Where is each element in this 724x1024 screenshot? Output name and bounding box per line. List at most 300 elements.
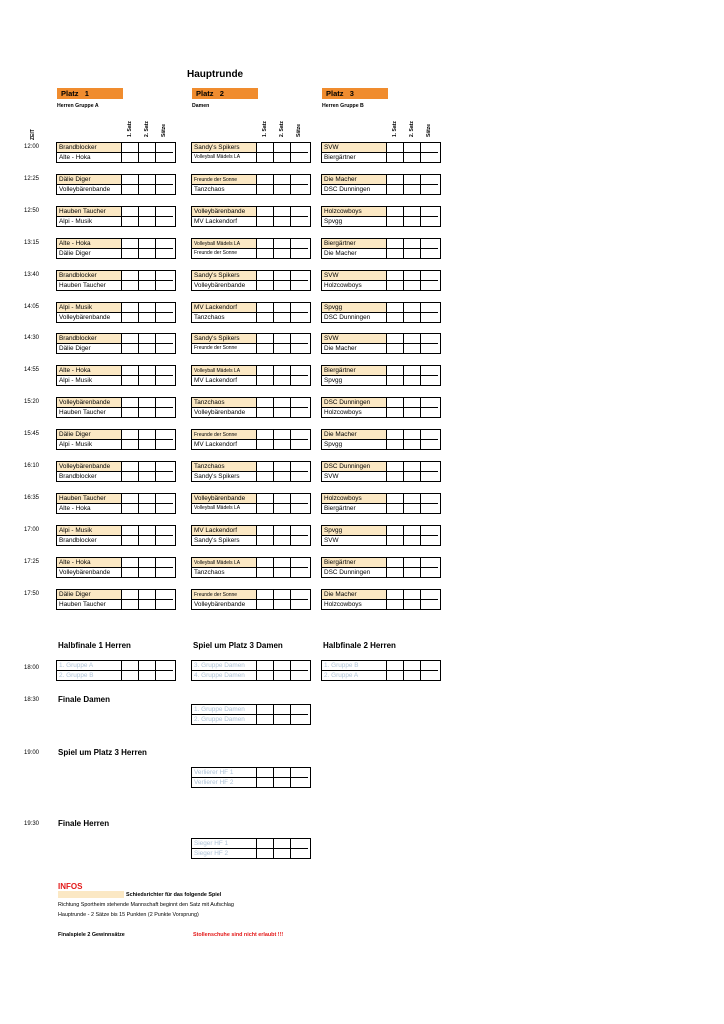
score-cell[interactable] bbox=[421, 671, 438, 680]
score-cell[interactable] bbox=[404, 590, 421, 599]
score-cell[interactable] bbox=[421, 376, 438, 385]
score-cell[interactable] bbox=[404, 398, 421, 407]
score-cell[interactable] bbox=[257, 217, 274, 226]
score-cell[interactable] bbox=[257, 249, 274, 258]
score-cell[interactable] bbox=[257, 281, 274, 290]
score-cell[interactable] bbox=[291, 440, 308, 449]
score-cell[interactable] bbox=[291, 839, 308, 848]
score-cell[interactable] bbox=[404, 239, 421, 248]
score-cell[interactable] bbox=[274, 239, 291, 248]
score-cell[interactable] bbox=[139, 366, 156, 375]
score-cell[interactable] bbox=[404, 303, 421, 312]
score-cell[interactable] bbox=[404, 313, 421, 322]
score-cell[interactable] bbox=[291, 303, 308, 312]
score-cell[interactable] bbox=[156, 661, 173, 670]
score-cell[interactable] bbox=[257, 661, 274, 670]
score-cell[interactable] bbox=[274, 313, 291, 322]
score-cell[interactable] bbox=[404, 143, 421, 152]
score-cell[interactable] bbox=[257, 671, 274, 680]
score-cell[interactable] bbox=[257, 568, 274, 577]
score-cell[interactable] bbox=[274, 778, 291, 787]
score-cell[interactable] bbox=[274, 661, 291, 670]
score-cell[interactable] bbox=[122, 568, 139, 577]
score-cell[interactable] bbox=[291, 661, 308, 670]
score-cell[interactable] bbox=[122, 334, 139, 343]
score-cell[interactable] bbox=[156, 249, 173, 258]
score-cell[interactable] bbox=[139, 472, 156, 481]
score-cell[interactable] bbox=[421, 661, 438, 670]
score-cell[interactable] bbox=[387, 408, 404, 417]
score-cell[interactable] bbox=[274, 376, 291, 385]
score-cell[interactable] bbox=[421, 590, 438, 599]
score-cell[interactable] bbox=[387, 504, 404, 513]
score-cell[interactable] bbox=[257, 504, 274, 513]
score-cell[interactable] bbox=[139, 303, 156, 312]
score-cell[interactable] bbox=[122, 175, 139, 184]
score-cell[interactable] bbox=[274, 440, 291, 449]
score-cell[interactable] bbox=[274, 705, 291, 714]
score-cell[interactable] bbox=[139, 661, 156, 670]
score-cell[interactable] bbox=[257, 849, 274, 858]
score-cell[interactable] bbox=[156, 462, 173, 471]
score-cell[interactable] bbox=[139, 281, 156, 290]
score-cell[interactable] bbox=[404, 153, 421, 162]
score-cell[interactable] bbox=[291, 600, 308, 609]
score-cell[interactable] bbox=[257, 839, 274, 848]
score-cell[interactable] bbox=[387, 472, 404, 481]
score-cell[interactable] bbox=[387, 175, 404, 184]
score-cell[interactable] bbox=[257, 344, 274, 353]
score-cell[interactable] bbox=[274, 671, 291, 680]
score-cell[interactable] bbox=[291, 217, 308, 226]
score-cell[interactable] bbox=[257, 600, 274, 609]
score-cell[interactable] bbox=[291, 334, 308, 343]
score-cell[interactable] bbox=[274, 504, 291, 513]
score-cell[interactable] bbox=[421, 313, 438, 322]
score-cell[interactable] bbox=[387, 366, 404, 375]
score-cell[interactable] bbox=[291, 398, 308, 407]
score-cell[interactable] bbox=[257, 185, 274, 194]
score-cell[interactable] bbox=[404, 526, 421, 535]
score-cell[interactable] bbox=[387, 526, 404, 535]
score-cell[interactable] bbox=[421, 462, 438, 471]
score-cell[interactable] bbox=[156, 526, 173, 535]
score-cell[interactable] bbox=[291, 778, 308, 787]
score-cell[interactable] bbox=[421, 440, 438, 449]
score-cell[interactable] bbox=[404, 462, 421, 471]
score-cell[interactable] bbox=[156, 440, 173, 449]
score-cell[interactable] bbox=[387, 207, 404, 216]
score-cell[interactable] bbox=[291, 494, 308, 503]
score-cell[interactable] bbox=[122, 408, 139, 417]
score-cell[interactable] bbox=[387, 239, 404, 248]
score-cell[interactable] bbox=[156, 504, 173, 513]
score-cell[interactable] bbox=[291, 536, 308, 545]
score-cell[interactable] bbox=[274, 839, 291, 848]
score-cell[interactable] bbox=[156, 408, 173, 417]
score-cell[interactable] bbox=[291, 249, 308, 258]
score-cell[interactable] bbox=[291, 239, 308, 248]
score-cell[interactable] bbox=[122, 590, 139, 599]
score-cell[interactable] bbox=[274, 366, 291, 375]
score-cell[interactable] bbox=[122, 239, 139, 248]
score-cell[interactable] bbox=[404, 376, 421, 385]
score-cell[interactable] bbox=[156, 590, 173, 599]
score-cell[interactable] bbox=[122, 344, 139, 353]
score-cell[interactable] bbox=[404, 281, 421, 290]
score-cell[interactable] bbox=[387, 462, 404, 471]
score-cell[interactable] bbox=[139, 249, 156, 258]
score-cell[interactable] bbox=[122, 207, 139, 216]
score-cell[interactable] bbox=[421, 398, 438, 407]
score-cell[interactable] bbox=[404, 430, 421, 439]
score-cell[interactable] bbox=[156, 376, 173, 385]
score-cell[interactable] bbox=[387, 153, 404, 162]
score-cell[interactable] bbox=[274, 768, 291, 777]
score-cell[interactable] bbox=[387, 398, 404, 407]
score-cell[interactable] bbox=[291, 705, 308, 714]
score-cell[interactable] bbox=[122, 217, 139, 226]
score-cell[interactable] bbox=[421, 217, 438, 226]
score-cell[interactable] bbox=[274, 600, 291, 609]
score-cell[interactable] bbox=[139, 185, 156, 194]
score-cell[interactable] bbox=[421, 281, 438, 290]
score-cell[interactable] bbox=[139, 175, 156, 184]
score-cell[interactable] bbox=[156, 239, 173, 248]
score-cell[interactable] bbox=[404, 207, 421, 216]
score-cell[interactable] bbox=[257, 408, 274, 417]
score-cell[interactable] bbox=[156, 217, 173, 226]
score-cell[interactable] bbox=[257, 494, 274, 503]
score-cell[interactable] bbox=[274, 526, 291, 535]
score-cell[interactable] bbox=[421, 207, 438, 216]
score-cell[interactable] bbox=[404, 600, 421, 609]
score-cell[interactable] bbox=[387, 303, 404, 312]
score-cell[interactable] bbox=[122, 440, 139, 449]
score-cell[interactable] bbox=[257, 366, 274, 375]
score-cell[interactable] bbox=[139, 430, 156, 439]
score-cell[interactable] bbox=[274, 175, 291, 184]
score-cell[interactable] bbox=[404, 175, 421, 184]
score-cell[interactable] bbox=[421, 175, 438, 184]
score-cell[interactable] bbox=[139, 526, 156, 535]
score-cell[interactable] bbox=[291, 671, 308, 680]
score-cell[interactable] bbox=[404, 661, 421, 670]
score-cell[interactable] bbox=[139, 153, 156, 162]
score-cell[interactable] bbox=[404, 536, 421, 545]
score-cell[interactable] bbox=[291, 849, 308, 858]
score-cell[interactable] bbox=[387, 143, 404, 152]
score-cell[interactable] bbox=[421, 153, 438, 162]
score-cell[interactable] bbox=[291, 504, 308, 513]
score-cell[interactable] bbox=[387, 313, 404, 322]
score-cell[interactable] bbox=[387, 590, 404, 599]
score-cell[interactable] bbox=[139, 671, 156, 680]
score-cell[interactable] bbox=[122, 472, 139, 481]
score-cell[interactable] bbox=[291, 568, 308, 577]
score-cell[interactable] bbox=[139, 143, 156, 152]
score-cell[interactable] bbox=[387, 217, 404, 226]
score-cell[interactable] bbox=[387, 334, 404, 343]
score-cell[interactable] bbox=[421, 239, 438, 248]
score-cell[interactable] bbox=[421, 366, 438, 375]
score-cell[interactable] bbox=[257, 558, 274, 567]
score-cell[interactable] bbox=[156, 153, 173, 162]
score-cell[interactable] bbox=[139, 568, 156, 577]
score-cell[interactable] bbox=[139, 590, 156, 599]
score-cell[interactable] bbox=[122, 600, 139, 609]
score-cell[interactable] bbox=[291, 768, 308, 777]
score-cell[interactable] bbox=[291, 462, 308, 471]
score-cell[interactable] bbox=[404, 344, 421, 353]
score-cell[interactable] bbox=[291, 271, 308, 280]
score-cell[interactable] bbox=[139, 558, 156, 567]
score-cell[interactable] bbox=[291, 207, 308, 216]
score-cell[interactable] bbox=[139, 504, 156, 513]
score-cell[interactable] bbox=[156, 472, 173, 481]
score-cell[interactable] bbox=[404, 494, 421, 503]
score-cell[interactable] bbox=[421, 472, 438, 481]
score-cell[interactable] bbox=[257, 313, 274, 322]
score-cell[interactable] bbox=[274, 334, 291, 343]
score-cell[interactable] bbox=[274, 303, 291, 312]
score-cell[interactable] bbox=[156, 303, 173, 312]
score-cell[interactable] bbox=[274, 494, 291, 503]
score-cell[interactable] bbox=[274, 536, 291, 545]
score-cell[interactable] bbox=[291, 153, 308, 162]
score-cell[interactable] bbox=[122, 526, 139, 535]
score-cell[interactable] bbox=[122, 313, 139, 322]
score-cell[interactable] bbox=[387, 376, 404, 385]
score-cell[interactable] bbox=[404, 334, 421, 343]
score-cell[interactable] bbox=[156, 313, 173, 322]
score-cell[interactable] bbox=[139, 494, 156, 503]
score-cell[interactable] bbox=[421, 558, 438, 567]
score-cell[interactable] bbox=[291, 313, 308, 322]
score-cell[interactable] bbox=[257, 440, 274, 449]
score-cell[interactable] bbox=[156, 175, 173, 184]
score-cell[interactable] bbox=[387, 440, 404, 449]
score-cell[interactable] bbox=[257, 430, 274, 439]
score-cell[interactable] bbox=[274, 472, 291, 481]
score-cell[interactable] bbox=[404, 185, 421, 194]
score-cell[interactable] bbox=[139, 344, 156, 353]
score-cell[interactable] bbox=[421, 271, 438, 280]
score-cell[interactable] bbox=[257, 536, 274, 545]
score-cell[interactable] bbox=[257, 376, 274, 385]
score-cell[interactable] bbox=[139, 239, 156, 248]
score-cell[interactable] bbox=[156, 366, 173, 375]
score-cell[interactable] bbox=[421, 536, 438, 545]
score-cell[interactable] bbox=[387, 558, 404, 567]
score-cell[interactable] bbox=[274, 143, 291, 152]
score-cell[interactable] bbox=[156, 207, 173, 216]
score-cell[interactable] bbox=[387, 185, 404, 194]
score-cell[interactable] bbox=[404, 558, 421, 567]
score-cell[interactable] bbox=[291, 558, 308, 567]
score-cell[interactable] bbox=[274, 715, 291, 724]
score-cell[interactable] bbox=[156, 671, 173, 680]
score-cell[interactable] bbox=[387, 281, 404, 290]
score-cell[interactable] bbox=[421, 344, 438, 353]
score-cell[interactable] bbox=[274, 568, 291, 577]
score-cell[interactable] bbox=[139, 334, 156, 343]
score-cell[interactable] bbox=[122, 398, 139, 407]
score-cell[interactable] bbox=[156, 430, 173, 439]
score-cell[interactable] bbox=[387, 430, 404, 439]
score-cell[interactable] bbox=[421, 334, 438, 343]
score-cell[interactable] bbox=[291, 408, 308, 417]
score-cell[interactable] bbox=[421, 568, 438, 577]
score-cell[interactable] bbox=[404, 408, 421, 417]
score-cell[interactable] bbox=[274, 430, 291, 439]
score-cell[interactable] bbox=[257, 207, 274, 216]
score-cell[interactable] bbox=[421, 430, 438, 439]
score-cell[interactable] bbox=[122, 462, 139, 471]
score-cell[interactable] bbox=[291, 175, 308, 184]
score-cell[interactable] bbox=[421, 494, 438, 503]
score-cell[interactable] bbox=[274, 558, 291, 567]
score-cell[interactable] bbox=[122, 494, 139, 503]
score-cell[interactable] bbox=[257, 303, 274, 312]
score-cell[interactable] bbox=[387, 661, 404, 670]
score-cell[interactable] bbox=[274, 185, 291, 194]
score-cell[interactable] bbox=[122, 366, 139, 375]
score-cell[interactable] bbox=[387, 568, 404, 577]
score-cell[interactable] bbox=[122, 249, 139, 258]
score-cell[interactable] bbox=[156, 334, 173, 343]
score-cell[interactable] bbox=[257, 153, 274, 162]
score-cell[interactable] bbox=[156, 568, 173, 577]
score-cell[interactable] bbox=[257, 462, 274, 471]
score-cell[interactable] bbox=[122, 153, 139, 162]
score-cell[interactable] bbox=[404, 671, 421, 680]
score-cell[interactable] bbox=[274, 849, 291, 858]
score-cell[interactable] bbox=[139, 376, 156, 385]
score-cell[interactable] bbox=[122, 661, 139, 670]
score-cell[interactable] bbox=[139, 398, 156, 407]
score-cell[interactable] bbox=[404, 504, 421, 513]
score-cell[interactable] bbox=[122, 281, 139, 290]
score-cell[interactable] bbox=[291, 715, 308, 724]
score-cell[interactable] bbox=[257, 175, 274, 184]
score-cell[interactable] bbox=[257, 239, 274, 248]
score-cell[interactable] bbox=[404, 271, 421, 280]
score-cell[interactable] bbox=[387, 494, 404, 503]
score-cell[interactable] bbox=[387, 344, 404, 353]
score-cell[interactable] bbox=[421, 526, 438, 535]
score-cell[interactable] bbox=[122, 430, 139, 439]
score-cell[interactable] bbox=[387, 536, 404, 545]
score-cell[interactable] bbox=[257, 715, 274, 724]
score-cell[interactable] bbox=[257, 271, 274, 280]
score-cell[interactable] bbox=[291, 526, 308, 535]
score-cell[interactable] bbox=[122, 536, 139, 545]
score-cell[interactable] bbox=[122, 376, 139, 385]
score-cell[interactable] bbox=[156, 536, 173, 545]
score-cell[interactable] bbox=[257, 778, 274, 787]
score-cell[interactable] bbox=[122, 185, 139, 194]
score-cell[interactable] bbox=[274, 271, 291, 280]
score-cell[interactable] bbox=[274, 398, 291, 407]
score-cell[interactable] bbox=[156, 344, 173, 353]
score-cell[interactable] bbox=[404, 366, 421, 375]
score-cell[interactable] bbox=[421, 303, 438, 312]
score-cell[interactable] bbox=[139, 440, 156, 449]
score-cell[interactable] bbox=[291, 472, 308, 481]
score-cell[interactable] bbox=[387, 600, 404, 609]
score-cell[interactable] bbox=[421, 185, 438, 194]
score-cell[interactable] bbox=[139, 408, 156, 417]
score-cell[interactable] bbox=[404, 440, 421, 449]
score-cell[interactable] bbox=[156, 271, 173, 280]
score-cell[interactable] bbox=[122, 558, 139, 567]
score-cell[interactable] bbox=[139, 271, 156, 280]
score-cell[interactable] bbox=[291, 143, 308, 152]
score-cell[interactable] bbox=[139, 217, 156, 226]
score-cell[interactable] bbox=[156, 398, 173, 407]
score-cell[interactable] bbox=[291, 590, 308, 599]
score-cell[interactable] bbox=[387, 271, 404, 280]
score-cell[interactable] bbox=[122, 303, 139, 312]
score-cell[interactable] bbox=[404, 249, 421, 258]
score-cell[interactable] bbox=[421, 249, 438, 258]
score-cell[interactable] bbox=[421, 143, 438, 152]
score-cell[interactable] bbox=[139, 207, 156, 216]
score-cell[interactable] bbox=[274, 207, 291, 216]
score-cell[interactable] bbox=[257, 472, 274, 481]
score-cell[interactable] bbox=[387, 249, 404, 258]
score-cell[interactable] bbox=[421, 504, 438, 513]
score-cell[interactable] bbox=[274, 408, 291, 417]
score-cell[interactable] bbox=[139, 313, 156, 322]
score-cell[interactable] bbox=[257, 705, 274, 714]
score-cell[interactable] bbox=[156, 494, 173, 503]
score-cell[interactable] bbox=[257, 590, 274, 599]
score-cell[interactable] bbox=[257, 334, 274, 343]
score-cell[interactable] bbox=[387, 671, 404, 680]
score-cell[interactable] bbox=[404, 472, 421, 481]
score-cell[interactable] bbox=[122, 143, 139, 152]
score-cell[interactable] bbox=[156, 558, 173, 567]
score-cell[interactable] bbox=[274, 217, 291, 226]
score-cell[interactable] bbox=[274, 590, 291, 599]
score-cell[interactable] bbox=[274, 249, 291, 258]
score-cell[interactable] bbox=[139, 536, 156, 545]
score-cell[interactable] bbox=[257, 143, 274, 152]
score-cell[interactable] bbox=[122, 271, 139, 280]
score-cell[interactable] bbox=[291, 344, 308, 353]
score-cell[interactable] bbox=[274, 344, 291, 353]
score-cell[interactable] bbox=[156, 281, 173, 290]
score-cell[interactable] bbox=[291, 185, 308, 194]
score-cell[interactable] bbox=[404, 217, 421, 226]
score-cell[interactable] bbox=[274, 153, 291, 162]
score-cell[interactable] bbox=[421, 600, 438, 609]
score-cell[interactable] bbox=[122, 504, 139, 513]
score-cell[interactable] bbox=[421, 408, 438, 417]
score-cell[interactable] bbox=[122, 671, 139, 680]
score-cell[interactable] bbox=[257, 398, 274, 407]
score-cell[interactable] bbox=[156, 600, 173, 609]
score-cell[interactable] bbox=[274, 462, 291, 471]
score-cell[interactable] bbox=[139, 600, 156, 609]
score-cell[interactable] bbox=[274, 281, 291, 290]
score-cell[interactable] bbox=[291, 281, 308, 290]
score-cell[interactable] bbox=[139, 462, 156, 471]
score-cell[interactable] bbox=[291, 376, 308, 385]
score-cell[interactable] bbox=[156, 143, 173, 152]
